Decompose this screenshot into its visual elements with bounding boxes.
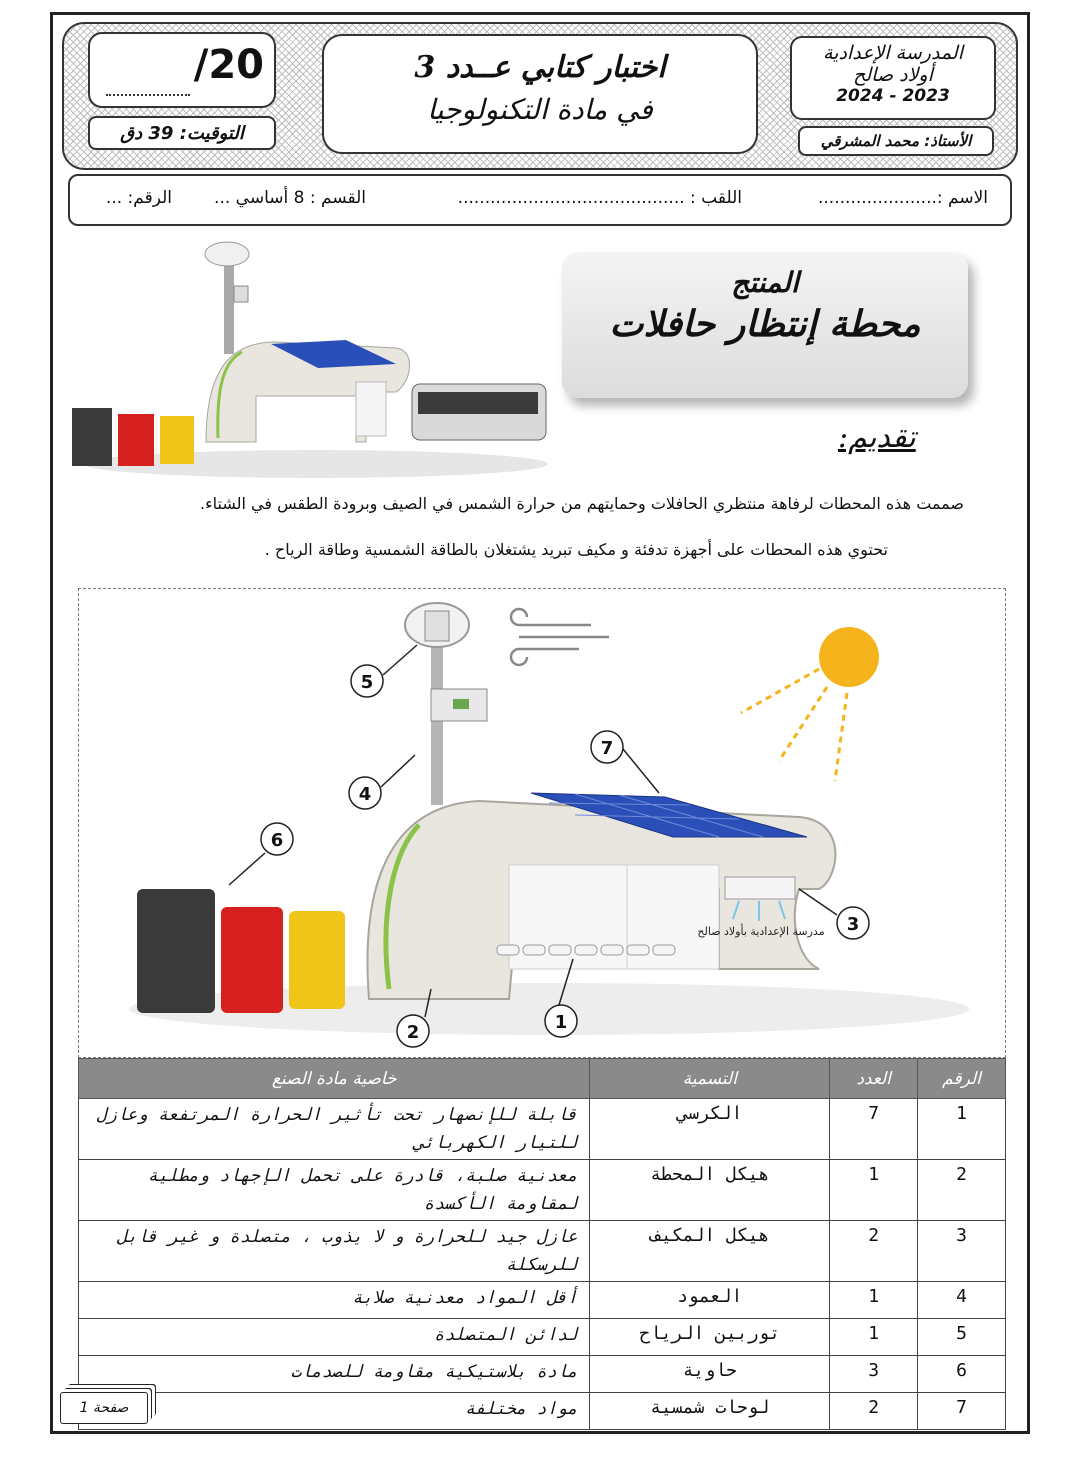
intro-line-1: صممت هذه المحطات لرفاهة منتظري الحافلات وحمايتهم من حرارة الشمس في الصيف وبرودة الطقس في الشتاء.	[200, 494, 964, 513]
bin-red	[221, 907, 283, 1013]
student-info-box	[68, 174, 1012, 226]
row-number: 1	[918, 1099, 1006, 1160]
bus-station-photo	[66, 232, 552, 482]
photo-turbine	[205, 242, 249, 266]
time-box: التوقيت: 39 دق	[88, 116, 276, 150]
photo-ad-panel	[356, 382, 386, 436]
col-number: الرقم	[918, 1059, 1006, 1099]
product-label: المنتج	[731, 266, 799, 299]
row-number: 4	[918, 1282, 1006, 1319]
score-box	[88, 32, 276, 108]
callout-3-label: 3	[846, 914, 860, 935]
col-count: العدد	[830, 1059, 918, 1099]
seats	[497, 945, 675, 955]
row-name: هيكل المكيف	[590, 1221, 830, 1282]
product-box	[562, 252, 968, 398]
turbine-blades	[425, 611, 449, 641]
intro-title: تقديم:	[838, 420, 916, 455]
row-number: 5	[918, 1319, 1006, 1356]
bin-black	[137, 889, 215, 1013]
exam-title: اختبار كتابي عــدد 3	[414, 50, 666, 85]
school-box	[790, 36, 996, 120]
row-number: 2	[918, 1160, 1006, 1221]
callout-7-label: 7	[600, 738, 614, 759]
student-surname-field[interactable]: اللقب : ..........................................	[457, 188, 742, 208]
teacher-box: الأستاذ: محمد المشرقي	[798, 126, 994, 156]
table-row	[79, 1099, 1006, 1160]
table-row	[79, 1356, 1006, 1393]
row-count: 7	[830, 1099, 918, 1160]
row-name: الكرسي	[590, 1099, 830, 1160]
row-desc: أقل المواد معدنية صلابة	[79, 1282, 590, 1319]
student-number-field[interactable]: الرقم: ...	[105, 188, 172, 208]
callout-5-label: 5	[360, 672, 374, 693]
row-desc: مادة بلاستيكية مقاومة للصدمات	[79, 1356, 590, 1393]
row-count: 2	[830, 1393, 918, 1430]
row-count: 1	[830, 1160, 918, 1221]
photo-bin-yellow	[160, 416, 194, 464]
col-property: خاصية مادة الصنع	[79, 1059, 590, 1099]
table-row	[79, 1160, 1006, 1221]
row-count: 3	[830, 1356, 918, 1393]
student-name-field[interactable]: الاسم :......................	[818, 188, 988, 208]
wind-icon	[511, 609, 609, 665]
photo-sign	[234, 286, 248, 302]
callout-2-label: 2	[406, 1022, 420, 1043]
school-name: المدرسة الإعدادية	[823, 42, 963, 64]
row-number: 3	[918, 1221, 1006, 1282]
table-row	[79, 1319, 1006, 1356]
table-row	[79, 1221, 1006, 1282]
row-name: هيكل المحطة	[590, 1160, 830, 1221]
bin-yellow	[289, 911, 345, 1009]
intro-line-2: تحتوي هذه المحطات على أجهزة تدفئة و مكيف تبريد يشتغلان بالطاقة الشمسية وطاقة الرياح .	[264, 540, 888, 559]
illustration-frame	[78, 588, 1006, 1058]
row-name: لوحات شمسية	[590, 1393, 830, 1430]
sun-icon	[819, 627, 879, 687]
page-number: صفحة 1	[60, 1392, 148, 1424]
score-blank	[106, 94, 190, 96]
subject-title: في مادة التكنولوجيا	[427, 93, 653, 126]
row-desc: مواد مختلفة	[79, 1393, 590, 1430]
row-desc: لدائن المتصلدة	[79, 1319, 590, 1356]
col-name: التسمية	[590, 1059, 830, 1099]
callout-6-label: 6	[270, 830, 284, 851]
photo-bin-black	[72, 408, 112, 466]
row-desc: قابلة للإنصهار تحت تأثير الحرارة المرتفعة وعازل للتيار الكهربائي	[79, 1099, 590, 1160]
table-header-row	[79, 1059, 1006, 1099]
row-name: العمود	[590, 1282, 830, 1319]
score: /20	[193, 42, 264, 88]
air-conditioner	[725, 877, 795, 899]
row-number: 6	[918, 1356, 1006, 1393]
row-count: 1	[830, 1282, 918, 1319]
photo-bus-windows	[418, 392, 538, 414]
components-table	[78, 1058, 1006, 1430]
pole	[431, 645, 443, 805]
table-row	[79, 1393, 1006, 1430]
callout-1-label: 1	[554, 1012, 568, 1033]
row-count: 1	[830, 1319, 918, 1356]
school-town: أولاد صالح	[853, 64, 933, 86]
product-name: محطة إنتظار حافلات	[609, 303, 921, 345]
callout-4-label: 4	[358, 784, 372, 805]
school-year: 2023 - 2024	[836, 86, 950, 106]
photo-bin-red	[118, 414, 154, 466]
ac-sign: مدرسة الإعدادية بأولاد صالح	[697, 925, 825, 938]
row-count: 2	[830, 1221, 918, 1282]
row-desc: عازل جيد للحرارة و لا يذوب ، متصلدة و غير قابل للرسكلة	[79, 1221, 590, 1282]
row-name: حاوية	[590, 1356, 830, 1393]
pole-sign-screen	[453, 699, 469, 709]
table-row	[79, 1282, 1006, 1319]
row-number: 7	[918, 1393, 1006, 1430]
row-name: توربين الرياح	[590, 1319, 830, 1356]
student-class-field[interactable]: القسم : 8 أساسي ...	[214, 188, 366, 208]
row-desc: معدنية صلبة، قادرة على تحمل الإجهاد ومطلية لمقاومة الأكسدة	[79, 1160, 590, 1221]
title-box	[322, 34, 758, 154]
bus-station-diagram	[79, 589, 1005, 1057]
sun-rays	[741, 669, 847, 781]
